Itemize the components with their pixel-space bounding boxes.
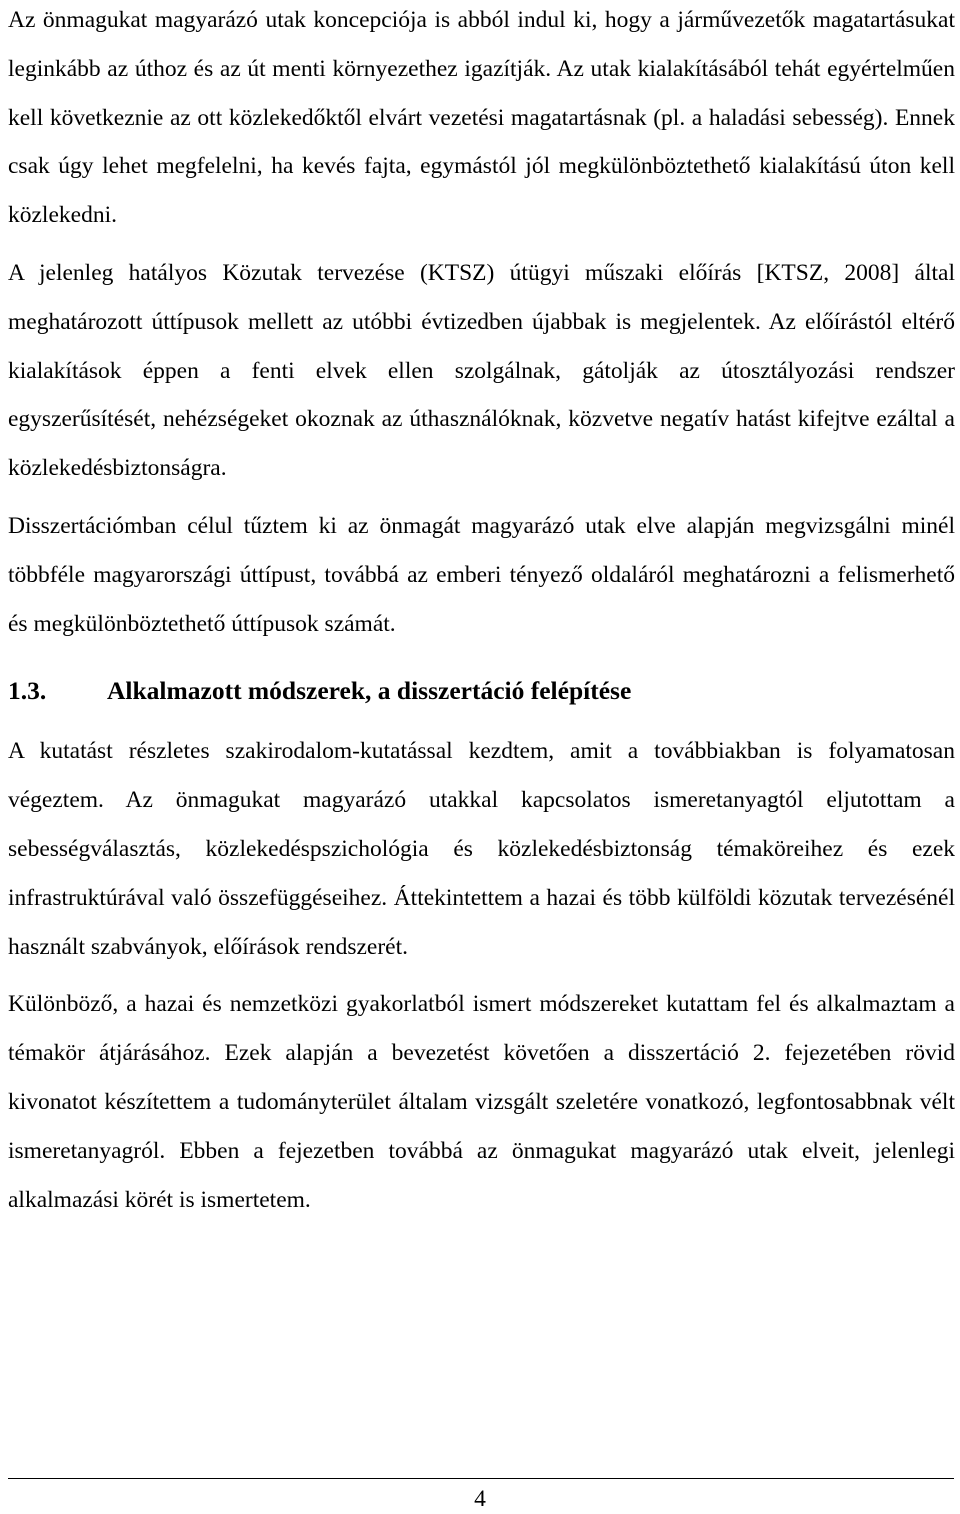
body-paragraph: Disszertációmban célul tűztem ki az önmagát magyarázó utak elve alapján megvizsgálni minél többféle magyarországi úttípust, továbbá az emberi tényező oldaláról meghatározni a felismerhető és megkülönböztethető úttípusok számát.: [8, 512, 955, 637]
section-title: Alkalmazott módszerek, a disszertáció felépítése: [107, 676, 632, 706]
body-paragraph: A kutatást részletes szakirodalom-kutatással kezdtem, amit a továbbiakban is folyamatosan végeztem. Az önmagukat magyarázó utakkal kapcsolatos ismeretanyagtól eljutottam a sebességválasztás, közlekedéspszichológia és közlekedésbiztonság témaköreihez és ezek infrastruktúrával való összefüggéseihez. Áttekintettem a hazai és több külföldi közutak tervezésénél használt szabványok, előírások rendszerét.: [8, 738, 955, 960]
body-paragraph: A jelenleg hatályos Közutak tervezése (KTSZ) útügyi műszaki előírás [KTSZ, 2008] által meghatározott úttípusok mellett az utóbbi évtizedben újabbak is megjelentek. Az előírástól eltérő kialakítások éppen a fenti elvek ellen szolgálnak, gátolják az útosztályozási rendszer egyszerűsítését, nehézségeket okoznak az úthasználóknak, közvetve negatív hatást kifejtve ezáltal a közlekedésbiztonságra.: [8, 259, 955, 482]
page-number: 4: [474, 1486, 486, 1512]
body-paragraph: Különböző, a hazai és nemzetközi gyakorlatból ismert módszereket kutattam fel és alkalmaztam a témakör átjárásához. Ezek alapján a bevezetést követően a disszertáció 2. fejezetében rövid kivonatot készítettem a tudományterület általam vizsgált szeletére vonatkozó, legfontosabbnak vélt ismeretanyagról. Ebben a fejezetben továbbá az önmagukat magyarázó utak elveit, jelenlegi alkalmazási körét is ismertetem.: [8, 991, 955, 1213]
document-page: [8, 0, 955, 1224]
section-heading: [8, 671, 955, 711]
section-number: 1.3.: [8, 676, 47, 706]
footer-divider: [8, 1478, 954, 1479]
body-paragraph: Az önmagukat magyarázó utak koncepciója is abból indul ki, hogy a járművezetők magatartásukat leginkább az úthoz és az út menti környezethez igazítják. Az utak kialakításából tehát egyértelműen kell következnie az ott közlekedőktől elvárt vezetési magatartásnak (pl. a haladási sebesség). Ennek csak úgy lehet megfelelni, ha kevés fajta, egymástól jól megkülönböztethető kialakítású úton kell közlekedni.: [8, 7, 955, 229]
